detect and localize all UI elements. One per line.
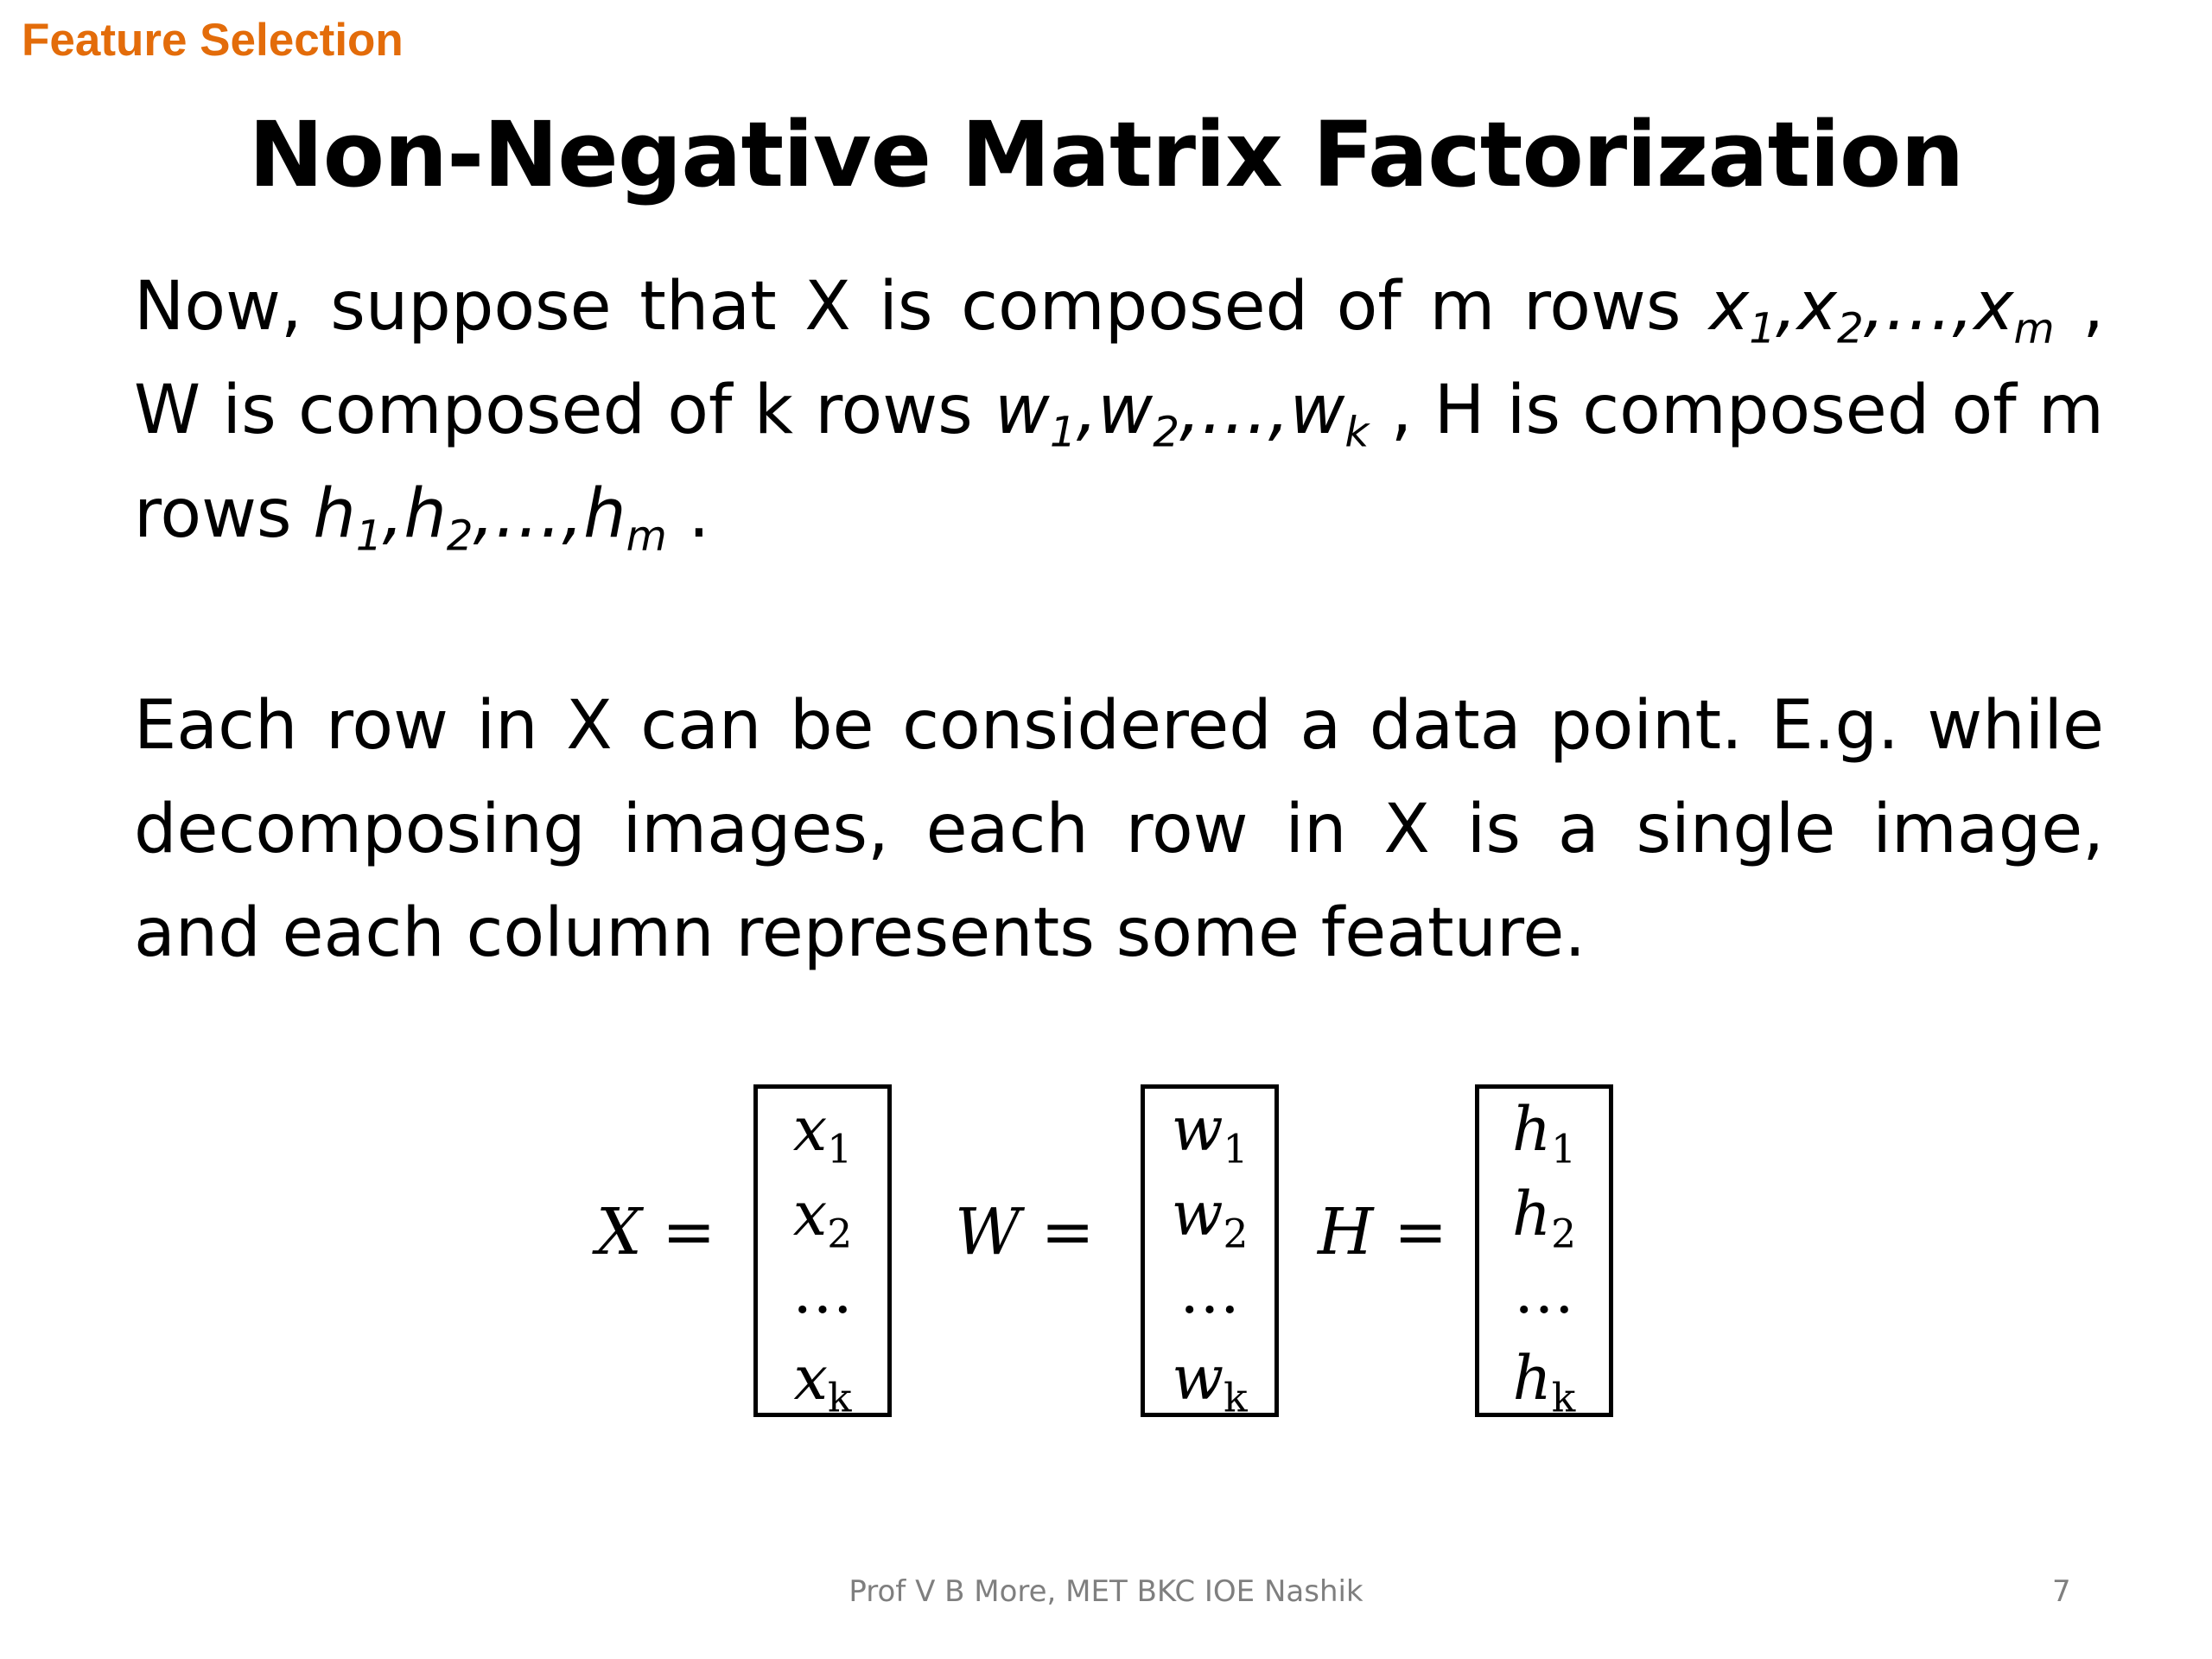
- matrix-entry: $x_k$: [793, 1343, 852, 1421]
- equation-h: [1318, 1084, 1603, 1421]
- matrix-h: [1475, 1084, 1613, 1421]
- matrix-entry: $h_1$: [1511, 1094, 1577, 1173]
- paragraph-data-points: Each row in X can be considered a data point. E.g. while decomposing images, each row in X is a single image, and each column represents some feature.: [134, 687, 2104, 972]
- paragraph-end: .: [666, 475, 710, 553]
- section-label: Feature Selection: [22, 15, 404, 66]
- h-rows-list: $h_1,h_2,\dots,h_m$: [313, 475, 667, 561]
- matrix-entry: $x_1$: [792, 1094, 853, 1173]
- paragraph-mid2: , H is composed of m rows: [134, 372, 2105, 553]
- paragraph-intro: Now, suppose that X is composed of m rows: [134, 268, 1681, 346]
- page-number: 7: [2052, 1574, 2071, 1609]
- matrix-x: [753, 1084, 892, 1421]
- matrix-entry: …: [1179, 1256, 1240, 1327]
- equation-lhs: H =: [1318, 1195, 1448, 1269]
- matrix-entry: …: [1514, 1256, 1574, 1327]
- equation-lhs: X =: [596, 1195, 716, 1269]
- equation-lhs: W =: [955, 1195, 1095, 1269]
- slide-title: Non-Negative Matrix Factorization: [248, 102, 1964, 207]
- equation-x: [596, 1084, 881, 1421]
- paragraph-rows-definition: [134, 255, 2104, 566]
- matrix-w: [1141, 1084, 1279, 1421]
- matrix-entry: $w_k$: [1172, 1343, 1248, 1421]
- matrix-entry: $x_2$: [792, 1179, 853, 1257]
- paragraph-mid1: , W is composed of k rows: [134, 268, 2104, 449]
- x-rows-list: $x_1,x_2,\dots,x_m$: [1709, 268, 2055, 353]
- equation-w: [955, 1084, 1274, 1421]
- matrix-entry: $h_2$: [1511, 1179, 1577, 1257]
- matrix-entry: $w_2$: [1171, 1179, 1249, 1257]
- footer-credit: Prof V B More, MET BKC IOE Nashik: [849, 1574, 1363, 1609]
- w-rows-list: $w_1,w_2,\dots,w_k$: [995, 372, 1370, 457]
- matrix-entry: $h_k$: [1512, 1343, 1576, 1421]
- matrix-entry: …: [792, 1256, 853, 1327]
- matrix-entry: $w_1$: [1171, 1094, 1249, 1173]
